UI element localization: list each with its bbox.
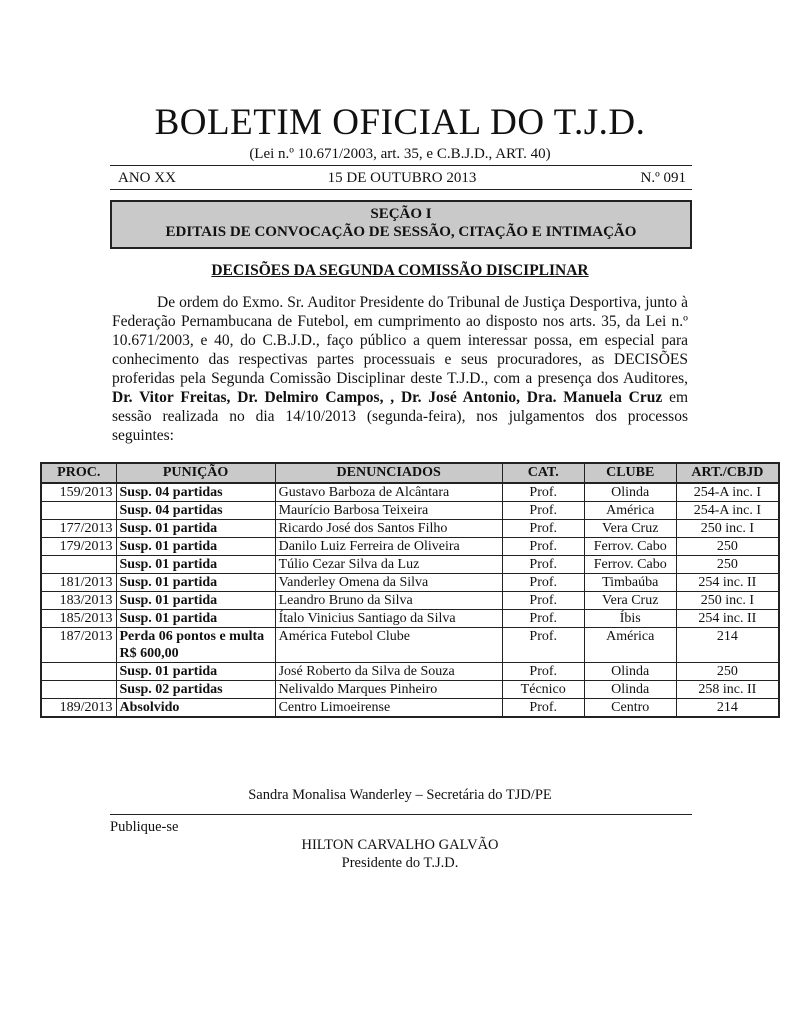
section-title: EDITAIS DE CONVOCAÇÃO DE SESSÃO, CITAÇÃO E INTIMAÇÃO	[165, 224, 637, 240]
decisions-heading-text: DECISÕES DA SEGUNDA COMISSÃO DISCIPLINAR	[211, 262, 589, 279]
table-row	[41, 681, 779, 699]
table-row	[41, 610, 779, 628]
cell-clube: Olinda	[584, 681, 676, 699]
issue-number: N.º 091	[640, 170, 686, 186]
cell-proc	[41, 556, 116, 574]
cell-clube: Vera Cruz	[584, 520, 676, 538]
cell-denunciado: Túlio Cezar Silva da Luz	[275, 556, 502, 574]
president-title: Presidente do T.J.D.	[341, 855, 459, 871]
cell-clube: América	[584, 502, 676, 520]
signature-rule	[110, 814, 692, 815]
cell-proc: 187/2013	[41, 628, 116, 663]
cell-proc: 177/2013	[41, 520, 116, 538]
cell-art: 250	[676, 663, 779, 681]
cell-denunciado: Leandro Bruno da Silva	[275, 592, 502, 610]
cell-clube: Olinda	[584, 663, 676, 681]
section-box	[110, 200, 692, 249]
cell-punicao: Susp. 01 partida	[116, 574, 275, 592]
cell-punicao: Absolvido	[116, 699, 275, 718]
president-name: HILTON CARVALHO GALVÃO	[301, 837, 499, 853]
decisions-heading	[0, 261, 800, 281]
table-row	[41, 592, 779, 610]
law-reference: (Lei n.º 10.671/2003, art. 35, e C.B.J.D., ART. 40)	[249, 146, 551, 162]
cell-art: 254 inc. II	[676, 610, 779, 628]
cell-denunciado: Gustavo Barboza de Alcântara	[275, 483, 502, 502]
cell-art: 258 inc. II	[676, 681, 779, 699]
issue-date: 15 DE OUTUBRO 2013	[327, 170, 477, 186]
cell-denunciado: América Futebol Clube	[275, 628, 502, 663]
bulletin-title: BOLETIM OFICIAL DO T.J.D.	[154, 102, 646, 143]
cell-proc: 185/2013	[41, 610, 116, 628]
header-rule-bottom	[110, 189, 692, 190]
cell-cat: Prof.	[502, 663, 584, 681]
cell-denunciado: Ítalo Vinicius Santiago da Silva	[275, 610, 502, 628]
cell-punicao: Susp. 01 partida	[116, 592, 275, 610]
table-row	[41, 663, 779, 681]
cell-art: 254-A inc. I	[676, 502, 779, 520]
issue-year: ANO XX	[118, 170, 176, 186]
cell-proc: 179/2013	[41, 538, 116, 556]
cell-cat: Prof.	[502, 483, 584, 502]
table-row	[41, 502, 779, 520]
cell-denunciado: José Roberto da Silva de Souza	[275, 663, 502, 681]
decisions-table	[40, 462, 780, 718]
table-row	[41, 520, 779, 538]
cell-art: 254 inc. II	[676, 574, 779, 592]
cell-proc	[41, 681, 116, 699]
cell-denunciado: Centro Limoeirense	[275, 699, 502, 718]
body-paragraph	[112, 293, 688, 445]
cell-art: 250	[676, 556, 779, 574]
cell-denunciado: Vanderley Omena da Silva	[275, 574, 502, 592]
cell-clube: Timbaúba	[584, 574, 676, 592]
issue-meta	[118, 168, 686, 188]
cell-art: 254-A inc. I	[676, 483, 779, 502]
header-punicao: PUNIÇÃO	[116, 463, 275, 483]
header-art: ART./CBJD	[676, 463, 779, 483]
cell-punicao: Susp. 04 partidas	[116, 483, 275, 502]
cell-proc: 183/2013	[41, 592, 116, 610]
cell-clube: Vera Cruz	[584, 592, 676, 610]
table-row	[41, 699, 779, 718]
header-proc: PROC.	[41, 463, 116, 483]
header-rule-top	[110, 165, 692, 166]
cell-cat: Prof.	[502, 556, 584, 574]
cell-cat: Prof.	[502, 610, 584, 628]
cell-cat: Técnico	[502, 681, 584, 699]
table-row	[41, 628, 779, 663]
cell-proc: 181/2013	[41, 574, 116, 592]
cell-denunciado: Maurício Barbosa Teixeira	[275, 502, 502, 520]
cell-punicao: Susp. 01 partida	[116, 610, 275, 628]
cell-art: 214	[676, 628, 779, 663]
cell-proc	[41, 502, 116, 520]
auditors-names: Dr. Vitor Freitas, Dr. Delmiro Campos, , Dr. José Antonio, Dra. Manuela Cruz	[112, 389, 663, 406]
cell-cat: Prof.	[502, 520, 584, 538]
cell-cat: Prof.	[502, 592, 584, 610]
cell-art: 250 inc. I	[676, 520, 779, 538]
cell-punicao: Susp. 01 partida	[116, 538, 275, 556]
body-text-part2: em sessão realizada no dia 14/10/2013 (segunda-feira), nos julgamentos dos processos seguintes:	[112, 389, 689, 444]
cell-art: 250 inc. I	[676, 592, 779, 610]
table-row	[41, 556, 779, 574]
cell-cat: Prof.	[502, 574, 584, 592]
cell-clube: Centro	[584, 699, 676, 718]
cell-cat: Prof.	[502, 502, 584, 520]
cell-clube: Íbis	[584, 610, 676, 628]
cell-proc: 159/2013	[41, 483, 116, 502]
cell-proc	[41, 663, 116, 681]
cell-denunciado: Ricardo José dos Santos Filho	[275, 520, 502, 538]
cell-clube: Ferrov. Cabo	[584, 538, 676, 556]
cell-clube: América	[584, 628, 676, 663]
table-body	[41, 483, 779, 717]
header-cat: CAT.	[502, 463, 584, 483]
table-header-row	[41, 463, 779, 483]
cell-cat: Prof.	[502, 628, 584, 663]
cell-denunciado: Danilo Luiz Ferreira de Oliveira	[275, 538, 502, 556]
cell-punicao: Susp. 01 partida	[116, 556, 275, 574]
publique-se: Publique-se	[110, 819, 179, 835]
cell-punicao: Perda 06 pontos e multa R$ 600,00	[116, 628, 275, 663]
header-denunciados: DENUNCIADOS	[275, 463, 502, 483]
cell-punicao: Susp. 01 partida	[116, 520, 275, 538]
cell-punicao: Susp. 02 partidas	[116, 681, 275, 699]
table-row	[41, 538, 779, 556]
cell-punicao: Susp. 04 partidas	[116, 502, 275, 520]
body-text-part1: De ordem do Exmo. Sr. Auditor Presidente do Tribunal de Justiça Desportiva, junto à Federação Pernambucana de Futebol, em cumprimento ao disposto nos arts. 35, da Lei n.º 10.671/2003, e 40, do C.B.J.D., faço público a quem interessar possa, em especial para conhecimento das respectivas partes processuais e seus procuradores, as DECISÕES proferidas pela Segunda Comissão Disciplinar deste T.J.D., com a presença dos Auditores,	[112, 294, 688, 387]
cell-clube: Ferrov. Cabo	[584, 556, 676, 574]
section-number: SEÇÃO I	[370, 206, 432, 222]
table-row	[41, 574, 779, 592]
cell-punicao: Susp. 01 partida	[116, 663, 275, 681]
table-row	[41, 483, 779, 502]
cell-clube: Olinda	[584, 483, 676, 502]
cell-art: 250	[676, 538, 779, 556]
secretary-signature: Sandra Monalisa Wanderley – Secretária do TJD/PE	[248, 787, 552, 803]
cell-art: 214	[676, 699, 779, 718]
cell-cat: Prof.	[502, 699, 584, 718]
cell-proc: 189/2013	[41, 699, 116, 718]
header-clube: CLUBE	[584, 463, 676, 483]
cell-denunciado: Nelivaldo Marques Pinheiro	[275, 681, 502, 699]
cell-cat: Prof.	[502, 538, 584, 556]
